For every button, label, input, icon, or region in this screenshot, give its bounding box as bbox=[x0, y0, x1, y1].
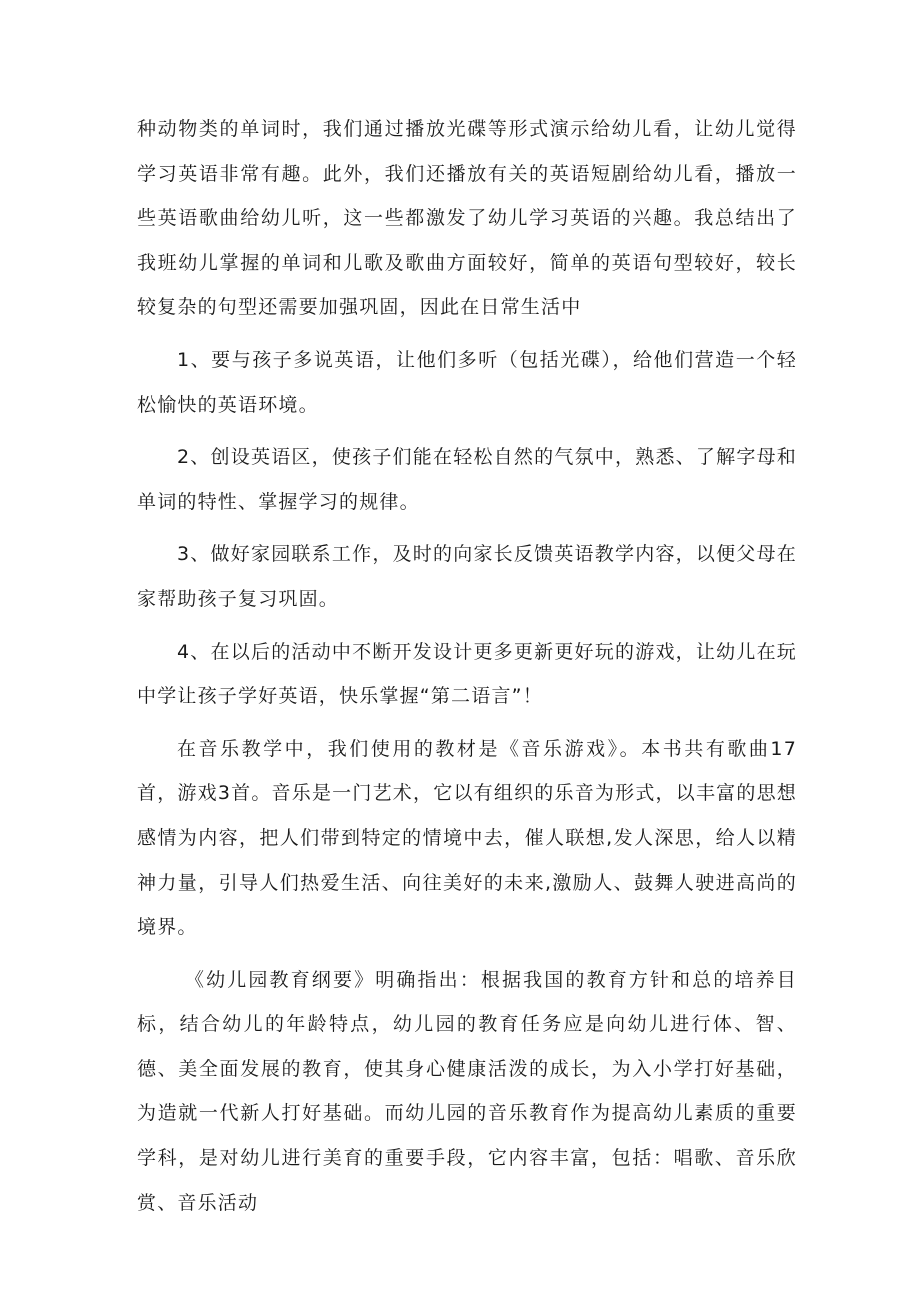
paragraph-music-teaching: 在音乐教学中，我们使用的教材是《音乐游戏》。本书共有歌曲17首，游戏3首。音乐是一门艺术，它以有组织的乐音为形式，以丰富的思想感情为内容，把人们带到特定的情境中去，催人联想,发人深思，给人以精神力量，引导人们热爱生活、向往美好的未来,激励人、鼓舞人驶进高尚的境界。 bbox=[137, 737, 797, 939]
paragraph-item-3: 3、做好家园联系工作，及时的向家长反馈英语教学内容，以便父母在家帮助孩子复习巩固。 bbox=[137, 543, 797, 610]
paragraph-english-interest: 种动物类的单词时，我们通过播放光碟等形式演示给幼儿看，让幼儿觉得学习英语非常有趣。此外，我们还播放有关的英语短剧给幼儿看，播放一些英语歌曲给幼儿听，这一些都激发了幼儿学习英语的兴趣。我总结出了我班幼儿掌握的单词和儿歌及歌曲方面较好，简单的英语句型较好，较长较复杂的句型还需要加强巩固，因此在日常生活中 bbox=[137, 118, 797, 319]
paragraph-item-1: 1、要与孩子多说英语，让他们多听（包括光碟），给他们营造一个轻松愉快的英语环境。 bbox=[137, 348, 797, 416]
document-body bbox=[137, 107, 797, 1225]
paragraph-item-4: 4、在以后的活动中不断开发设计更多更新更好玩的游戏，让幼儿在玩中学让孩子学好英语，快乐掌握“第二语言”！ bbox=[137, 640, 797, 708]
paragraph-kindergarten-outline: 《幼儿园教育纲要》明确指出：根据我国的教育方针和总的培养目标，结合幼儿的年龄特点，幼儿园的教育任务应是向幼儿进行体、智、德、美全面发展的教育，使其身心健康活泼的成长，为入小学打好基础，为造就一代新人打好基础。而幼儿园的音乐教育作为提高幼儿素质的重要学科，是对幼儿进行美育的重要手段，它内容丰富，包括：唱歌、音乐欣赏、音乐活动 bbox=[137, 968, 797, 1214]
paragraph-item-2: 2、创设英语区，使孩子们能在轻松自然的气氛中，熟悉、了解字母和单词的特性、掌握学习的规律。 bbox=[137, 446, 797, 513]
